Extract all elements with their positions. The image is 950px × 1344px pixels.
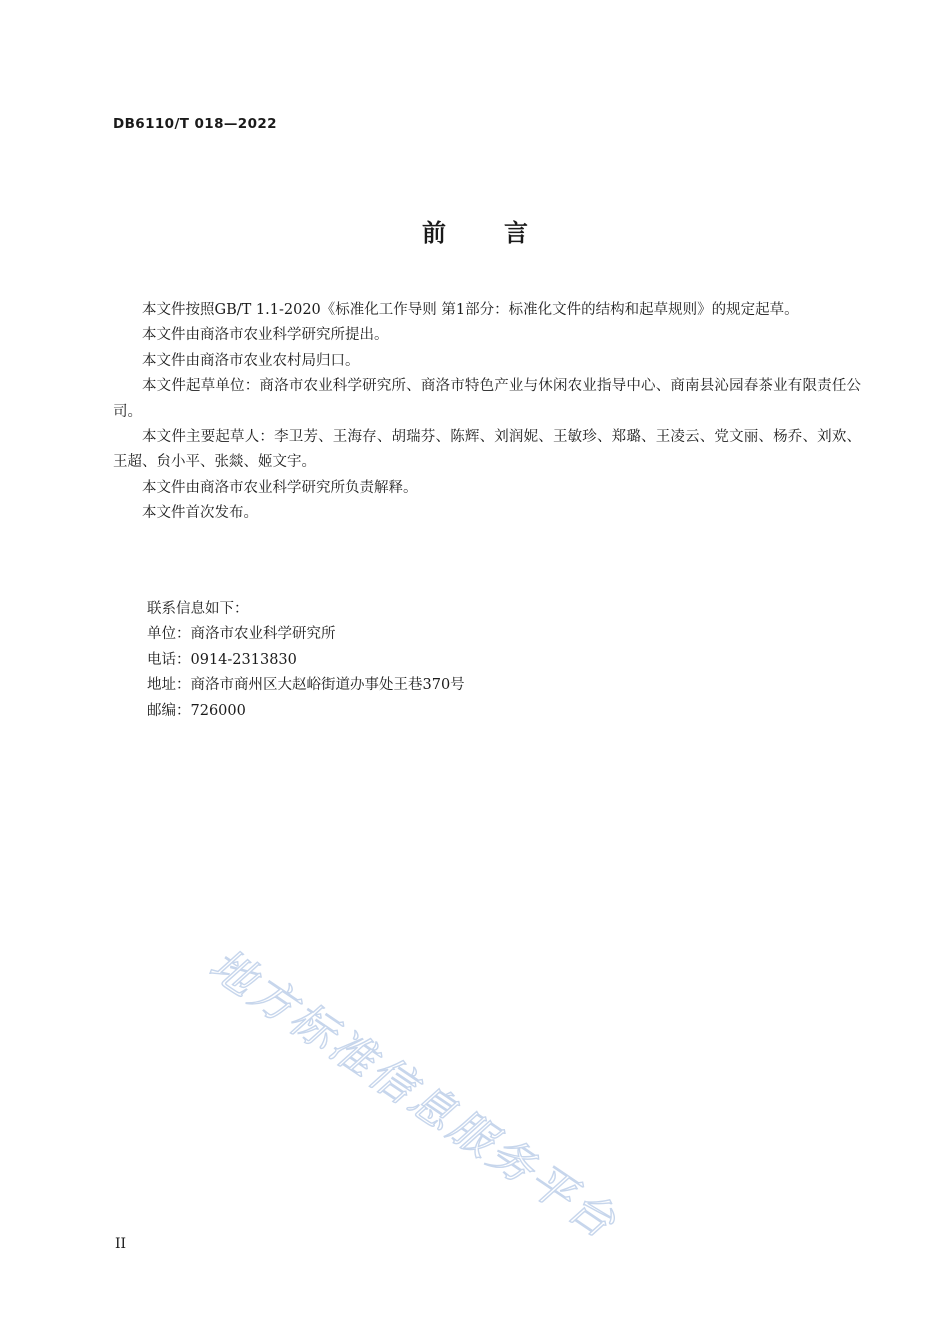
contact-unit: 单位：商洛市农业科学研究所 (147, 626, 336, 643)
page-number: II (115, 1236, 127, 1252)
paragraph-drafting-rule: 本文件按照GB/T 1.1-2020《标准化工作导则 第1部分：标准化文件的结构和起草规则》的规定起草。 (142, 302, 799, 318)
watermark: 地方标准信息服务平台 (200, 939, 627, 1250)
paragraph-interpretation: 本文件由商洛市农业科学研究所负责解释。 (142, 479, 418, 496)
paragraph-administrator: 本文件由商洛市农业农村局归口。 (142, 352, 360, 369)
paragraph-first-release: 本文件首次发布。 (142, 505, 258, 522)
contact-heading: 联系信息如下： (147, 601, 249, 617)
paragraph-drafters: 本文件主要起草人：李卫芳、王海存、胡瑞芬、陈辉、刘润妮、王敏珍、郑璐、王凌云、党文丽、杨乔、刘欢、王超、贠小平、张燚、姬文宇。 (113, 429, 861, 471)
paragraph-drafting-units: 本文件起草单位：商洛市农业科学研究所、商洛市特色产业与休闲农业指导中心、商南县沁园春茶业有限责任公司。 (113, 378, 861, 420)
contact-phone: 电话：0914-2313830 (147, 651, 297, 668)
contact-address: 地址：商洛市商州区大赵峪街道办事处王巷370号 (147, 677, 465, 694)
foreword-body (113, 298, 861, 527)
contact-info (147, 597, 465, 724)
paragraph-proposer: 本文件由商洛市农业科学研究所提出。 (142, 327, 389, 344)
section-title: 前言 (422, 219, 586, 247)
document-code: DB6110/T 018—2022 (113, 116, 277, 132)
contact-postcode: 邮编：726000 (147, 702, 246, 719)
